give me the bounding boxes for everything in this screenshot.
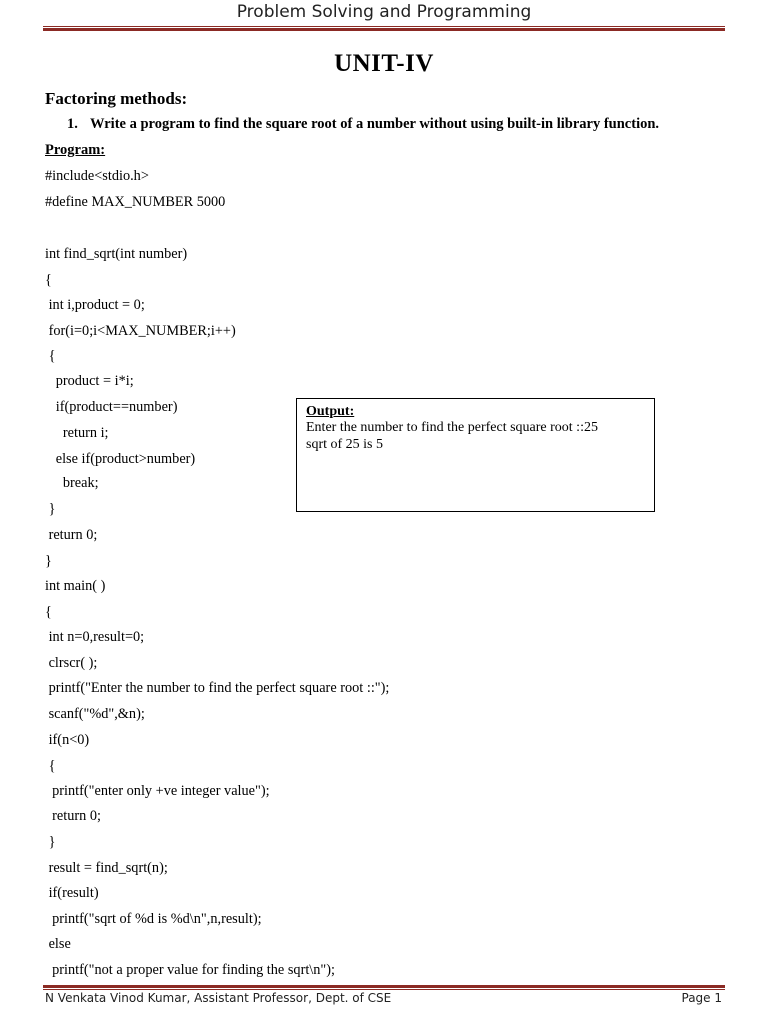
- question-text: Write a program to find the square root of a number without using built-in library function.: [90, 116, 660, 132]
- output-box: [296, 398, 655, 512]
- code-line: return i;: [45, 425, 109, 441]
- code-line: printf("sqrt of %d is %d\n",n,result);: [45, 911, 262, 927]
- header-rule-thick: [43, 28, 725, 31]
- footer-author: N Venkata Vinod Kumar, Assistant Professor, Dept. of CSE: [45, 991, 392, 1005]
- code-line: scanf("%d",&n);: [45, 706, 145, 722]
- section-heading: Factoring methods:: [45, 89, 188, 108]
- code-line: return 0;: [45, 808, 101, 824]
- code-line: printf("not a proper value for finding the sqrt\n");: [45, 962, 335, 978]
- code-line: if(result): [45, 885, 99, 901]
- code-line: return 0;: [45, 527, 98, 543]
- output-line: Enter the number to find the perfect square root ::25: [306, 420, 598, 435]
- code-line: #include<stdio.h>: [45, 168, 149, 184]
- code-line: }: [45, 501, 56, 517]
- code-line: {: [45, 348, 56, 364]
- code-line: int i,product = 0;: [45, 297, 145, 313]
- code-line: printf("enter only +ve integer value");: [45, 783, 270, 799]
- header-title: Problem Solving and Programming: [236, 2, 532, 22]
- code-line: #define MAX_NUMBER 5000: [45, 194, 226, 210]
- code-line: if(product==number): [45, 399, 178, 415]
- footer-rule-thick: [43, 985, 725, 988]
- code-line: {: [45, 272, 52, 288]
- footer-rule-thin: [43, 989, 725, 990]
- code-line: {: [45, 758, 56, 774]
- code-line: {: [45, 604, 52, 620]
- code-line: if(n<0): [45, 732, 90, 748]
- code-line: clrscr( );: [45, 655, 98, 671]
- code-line: break;: [45, 475, 99, 491]
- page-number: Page 1: [681, 991, 722, 1005]
- code-line: for(i=0;i<MAX_NUMBER;i++): [45, 323, 236, 339]
- output-label: Output:: [306, 404, 355, 419]
- unit-title: UNIT-IV: [334, 50, 434, 77]
- code-line: int n=0,result=0;: [45, 629, 145, 645]
- code-line: else if(product>number): [45, 451, 196, 467]
- program-label: Program:: [45, 142, 106, 158]
- header-rule-thin: [43, 26, 725, 27]
- code-line: int find_sqrt(int number): [45, 246, 188, 262]
- code-line: product = i*i;: [45, 373, 134, 389]
- output-line: sqrt of 25 is 5: [306, 437, 383, 452]
- code-line: result = find_sqrt(n);: [45, 860, 168, 876]
- question-item: [67, 116, 659, 133]
- code-line: }: [45, 553, 52, 569]
- question-number: 1.: [67, 116, 78, 132]
- code-line: printf("Enter the number to find the perfect square root ::");: [45, 680, 390, 696]
- code-line: else: [45, 936, 71, 952]
- code-line: }: [45, 834, 56, 850]
- code-line: int main( ): [45, 578, 106, 594]
